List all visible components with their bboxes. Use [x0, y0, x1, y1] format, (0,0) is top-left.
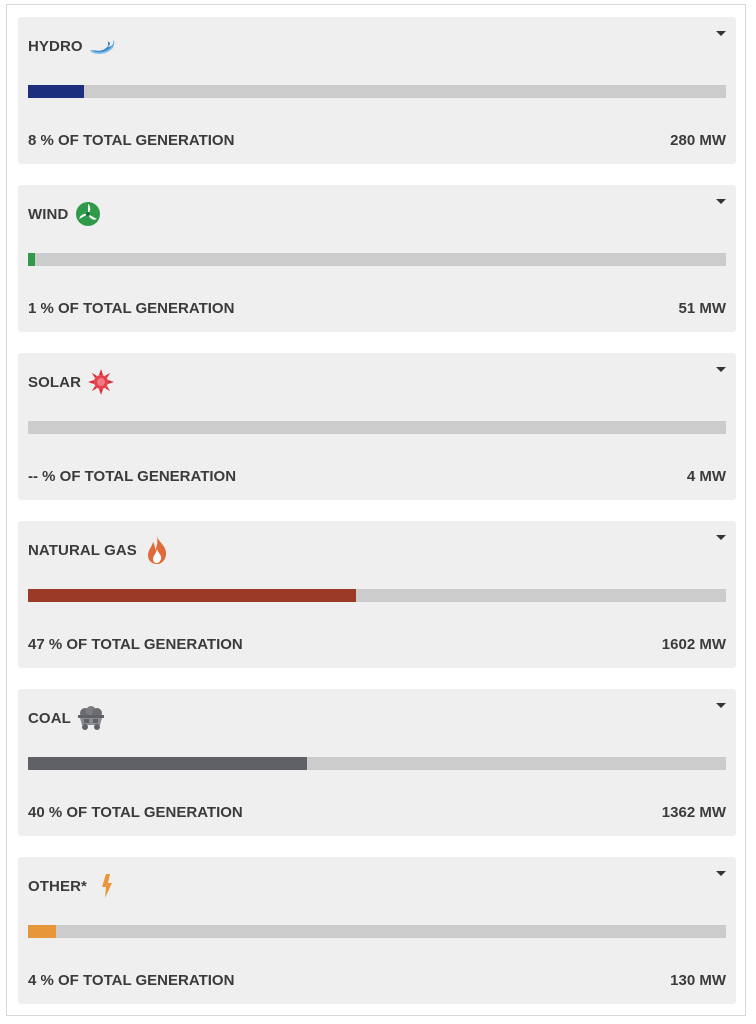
- generation-mix-container: [6, 4, 746, 1016]
- percent-of-total: 47 % OF TOTAL GENERATION: [28, 636, 243, 653]
- percent-of-total: 1 % OF TOTAL GENERATION: [28, 300, 235, 317]
- megawatt-value: 130 MW: [670, 972, 726, 989]
- generation-bar-track: [28, 85, 726, 98]
- generation-bar-fill: [28, 253, 35, 266]
- panel-header: [28, 31, 118, 61]
- panel-natural-gas: [18, 521, 736, 668]
- generation-bar-track: [28, 589, 726, 602]
- panel-title: COAL: [28, 709, 71, 727]
- panel-header: [28, 535, 172, 565]
- panel-header: [28, 871, 122, 901]
- panel-title: OTHER*: [28, 877, 87, 895]
- generation-bar-fill: [28, 925, 56, 938]
- panel-coal: [18, 689, 736, 836]
- panel-hydro: [18, 17, 736, 164]
- panel-title: NATURAL GAS: [28, 541, 137, 559]
- megawatt-value: 51 MW: [678, 300, 726, 317]
- expand-caret-icon[interactable]: [716, 199, 726, 204]
- panel-wind: [18, 185, 736, 332]
- percent-of-total: 4 % OF TOTAL GENERATION: [28, 972, 235, 989]
- megawatt-value: 280 MW: [670, 132, 726, 149]
- generation-bar-track: [28, 421, 726, 434]
- flame-icon: [142, 536, 172, 564]
- expand-caret-icon[interactable]: [716, 367, 726, 372]
- percent-of-total: 40 % OF TOTAL GENERATION: [28, 804, 243, 821]
- sun-icon: [86, 368, 116, 396]
- panel-title: WIND: [28, 205, 69, 223]
- lightning-bolt-icon: [92, 872, 122, 900]
- generation-bar-track: [28, 925, 726, 938]
- generation-bar-fill: [28, 589, 356, 602]
- generation-bar-track: [28, 253, 726, 266]
- megawatt-value: 1362 MW: [661, 804, 726, 821]
- panel-header: [28, 703, 106, 733]
- panel-header: [28, 367, 116, 397]
- expand-caret-icon[interactable]: [716, 535, 726, 540]
- panel-title: HYDRO: [28, 37, 83, 55]
- expand-caret-icon[interactable]: [716, 703, 726, 708]
- wind-turbine-icon: [73, 200, 103, 228]
- percent-of-total: 8 % OF TOTAL GENERATION: [28, 132, 235, 149]
- coal-cart-icon: [76, 704, 106, 732]
- expand-caret-icon[interactable]: [716, 31, 726, 36]
- hydro-wave-icon: [88, 32, 118, 60]
- megawatt-value: 4 MW: [686, 468, 726, 485]
- megawatt-value: 1602 MW: [661, 636, 726, 653]
- generation-bar-fill: [28, 757, 307, 770]
- panel-solar: [18, 353, 736, 500]
- panel-other: [18, 857, 736, 1004]
- generation-bar-fill: [28, 85, 84, 98]
- generation-bar-track: [28, 757, 726, 770]
- panel-title: SOLAR: [28, 373, 81, 391]
- panel-header: [28, 199, 103, 229]
- percent-of-total: -- % OF TOTAL GENERATION: [28, 468, 237, 485]
- expand-caret-icon[interactable]: [716, 871, 726, 876]
